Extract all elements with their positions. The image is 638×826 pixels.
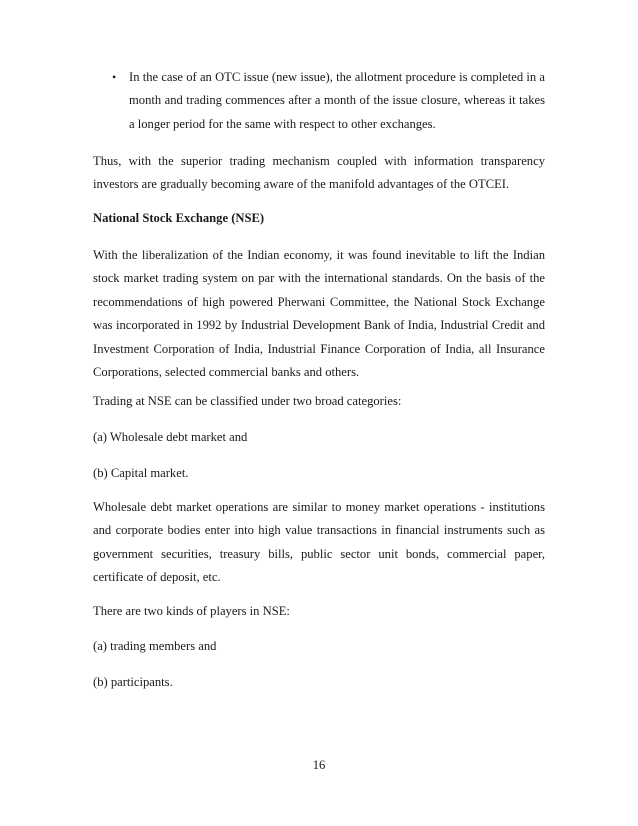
nse-section-heading: National Stock Exchange (NSE) [93, 211, 265, 225]
players-intro-paragraph: There are two kinds of players in NSE: [93, 604, 290, 618]
trading-categories-paragraph: Trading at NSE can be classified under two broad categories: [93, 394, 402, 408]
player-b-item: (b) participants. [93, 675, 173, 689]
page-number: 16 [312, 758, 326, 772]
otc-issue-bullet-text: In the case of an OTC issue (new issue), the allotment procedure is completed in a month and trading commences after a month of the issue closure, whereas it takes a longer period for the same with respect to other exchanges. [129, 70, 545, 131]
player-a-item: (a) trading members and [93, 639, 217, 653]
category-b-item: (b) Capital market. [93, 466, 189, 480]
nse-intro-paragraph: With the liberalization of the Indian economy, it was found inevitable to lift the Indian stock market trading system on par with the international standards. On the basis of the recommendations of high powered Pherwani Committee, the National Stock Exchange was incorporated in 1992 by Industrial Development Bank of India, Industrial Credit and Investment Corporation of India, Industrial Finance Corporation of India, all Insurance Corporations, selected commercial banks and others. [93, 248, 545, 380]
bullet-point-icon: • [112, 70, 117, 84]
wholesale-debt-paragraph: Wholesale debt market operations are similar to money market operations - institutions and corporate bodies enter into high value transactions in financial instruments such as government securities, treasury bills, public sector unit bonds, commercial paper, certificate of deposit, etc. [93, 500, 545, 585]
category-a-item: (a) Wholesale debt market and [93, 430, 248, 444]
otcei-conclusion-paragraph: Thus, with the superior trading mechanism coupled with information transparency investors are gradually becoming aware of the manifold advantages of the OTCEI. [93, 154, 545, 192]
otc-issue-bullet [93, 66, 545, 136]
